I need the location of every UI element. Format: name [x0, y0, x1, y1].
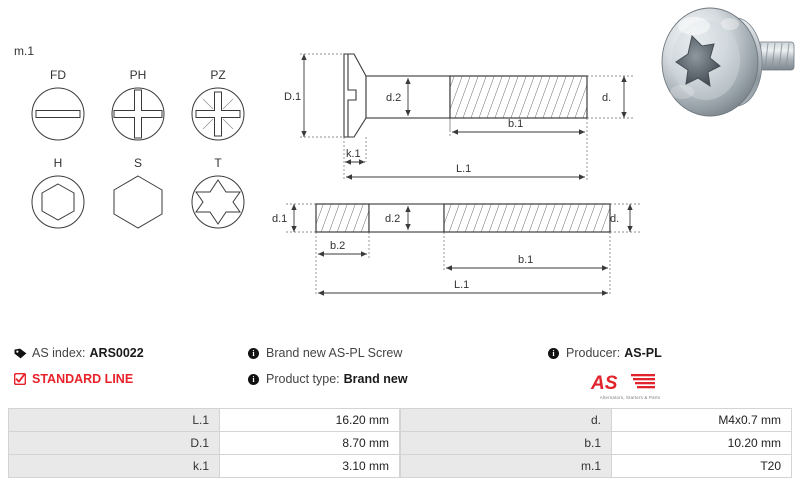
pozidriv-head-icon — [190, 86, 246, 142]
product-type-value: Brand new — [343, 372, 408, 386]
spec-table-left — [8, 408, 400, 478]
phillips-head-icon — [110, 86, 166, 142]
spec-value: M4x0.7 mm — [612, 409, 792, 432]
checkbox-checked-icon — [14, 373, 32, 385]
standard-line-label: STANDARD LINE — [32, 372, 134, 386]
as-index-label: AS index: — [32, 346, 86, 360]
info-column-middle — [248, 340, 408, 392]
head-type-label: T — [214, 156, 222, 170]
spec-key: m.1 — [401, 455, 612, 478]
spec-key: d. — [401, 409, 612, 432]
table-row — [9, 409, 400, 432]
producer-label: Producer: — [566, 346, 621, 360]
m1-tag-label: m.1 — [14, 44, 35, 58]
as-pl-logo-mark — [589, 372, 671, 394]
info-column-right — [548, 340, 662, 366]
head-type-grid — [18, 68, 258, 230]
dim-label-d2: d.2 — [386, 92, 402, 104]
as-pl-logo-tagline: Alternators, Starters & Parts — [599, 395, 661, 400]
head-type-label: H — [53, 156, 63, 170]
torx-head-icon — [190, 174, 246, 230]
table-row — [401, 455, 792, 478]
info-icon: i — [248, 348, 266, 359]
description-label: Brand new AS-PL Screw — [266, 346, 403, 360]
head-type-ph — [98, 68, 178, 142]
head-type-row-1 — [18, 68, 258, 142]
head-type-pz — [178, 68, 258, 142]
dim-label-b1: b.1 — [508, 118, 524, 130]
head-type-label: S — [133, 156, 142, 170]
countersunk-screw-drawing — [262, 32, 662, 192]
product-type-label: Product type: — [266, 372, 340, 386]
hex-socket-head-icon — [30, 174, 86, 230]
head-type-h — [18, 156, 98, 230]
double-end-stud-drawing — [262, 196, 662, 311]
dim-label-d2-stud: d.2 — [385, 213, 401, 225]
as-index-row — [14, 340, 144, 366]
spec-key: D.1 — [9, 432, 220, 455]
producer-value: AS-PL — [624, 346, 662, 360]
tag-icon — [14, 348, 32, 359]
table-row — [401, 409, 792, 432]
spec-value: 3.10 mm — [220, 455, 400, 478]
head-type-row-2 — [18, 156, 258, 230]
head-type-label: PZ — [210, 68, 226, 82]
as-index-value: ARS0022 — [89, 346, 144, 360]
hex-head-icon — [110, 174, 166, 230]
spec-key: k.1 — [9, 455, 220, 478]
dim-label-b2: b.2 — [330, 240, 346, 252]
dim-label-d1: d.1 — [272, 213, 288, 225]
dim-label-d-stud: d. — [610, 213, 620, 225]
head-type-fd — [18, 68, 98, 142]
spec-key: L.1 — [9, 409, 220, 432]
head-type-s — [98, 156, 178, 230]
head-type-label: FD — [50, 68, 66, 82]
spec-value: T20 — [612, 455, 792, 478]
dim-label-L1-stud: L.1 — [454, 279, 470, 291]
product-type-row — [248, 366, 408, 392]
table-row — [9, 432, 400, 455]
info-icon: i — [248, 374, 266, 385]
as-pl-logo — [575, 372, 685, 402]
dim-label-d: d. — [602, 92, 612, 104]
dim-label-k1: k.1 — [346, 148, 361, 160]
product-photo-torx-pan-head-screw — [658, 0, 798, 128]
head-type-t — [178, 156, 258, 230]
table-row — [401, 432, 792, 455]
description-row — [248, 340, 408, 366]
as-pl-logo-text: AS — [591, 373, 618, 394]
table-row — [9, 455, 400, 478]
dim-label-b1-stud: b.1 — [518, 254, 534, 266]
head-type-label: PH — [129, 68, 147, 82]
spec-value: 16.20 mm — [220, 409, 400, 432]
info-column-left — [14, 340, 144, 392]
specification-tables — [8, 408, 792, 478]
standard-line-row — [14, 366, 144, 392]
spec-table-right — [400, 408, 792, 478]
producer-row — [548, 340, 662, 366]
spec-value: 10.20 mm — [612, 432, 792, 455]
spec-key: b.1 — [401, 432, 612, 455]
dim-label-D1: D.1 — [284, 91, 302, 103]
slotted-head-icon — [30, 86, 86, 142]
spec-value: 8.70 mm — [220, 432, 400, 455]
info-icon: i — [548, 348, 566, 359]
dim-label-L1: L.1 — [456, 163, 472, 175]
